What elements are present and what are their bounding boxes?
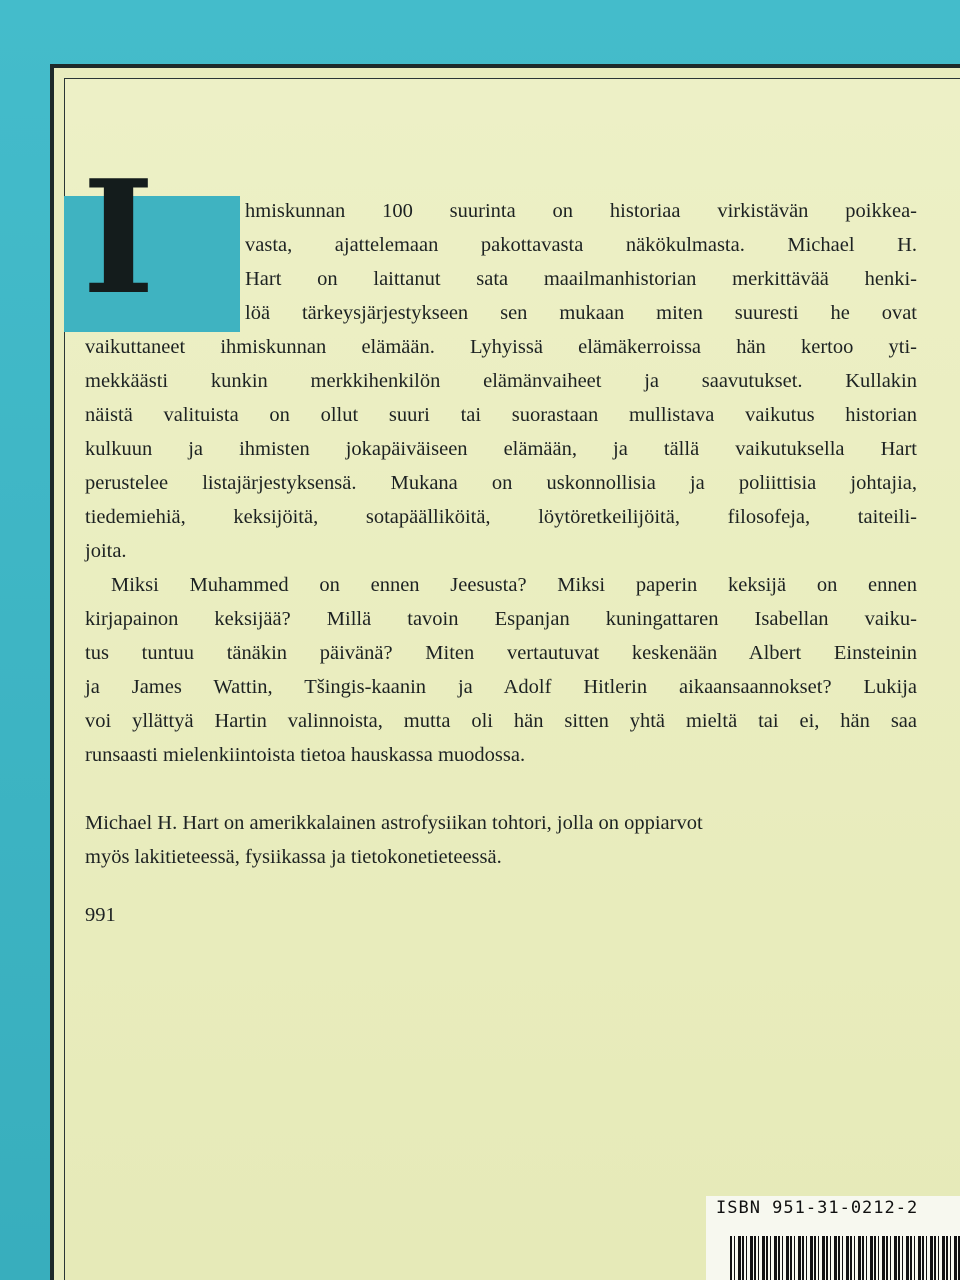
isbn-number: ISBN 951-31-0212-2	[716, 1198, 919, 1218]
text-line: kulkuun ja ihmisten jokapäiväiseen elämään, ja tällä vaikutuksella Hart	[85, 438, 917, 460]
text-line: näistä valituista on ollut suuri tai suorastaan mullistava vaikutus historian	[85, 404, 917, 426]
barcode-icon	[730, 1236, 960, 1280]
text-line: ja James Wattin, Tšingis-kaanin ja Adolf Hitlerin aikaansaannokset? Lukija	[85, 676, 917, 698]
text-line: runsaasti mielenkiintoista tietoa hauskassa muodossa.	[85, 744, 526, 766]
text-line: hmiskunnan 100 suurinta on historiaa virkistävän poikkea-	[245, 200, 917, 222]
catalog-code: 991	[85, 904, 116, 926]
text-line: tus tuntuu tänäkin päivänä? Miten vertautuvat keskenään Albert Einsteinin	[85, 642, 917, 664]
author-bio-line: Michael H. Hart on amerikkalainen astrofysiikan tohtori, jolla on oppiarvot	[85, 812, 703, 834]
text-line: perustelee listajärjestyksensä. Mukana on uskonnollisia ja poliittisia johtajia,	[85, 472, 917, 494]
text-line: tiedemiehiä, keksijöitä, sotapäälliköitä, löytöretkeilijöitä, filosofeja, taiteili-	[85, 506, 917, 528]
text-line: Hart on laittanut sata maailmanhistorian merkittävää henki-	[245, 268, 917, 290]
text-line: joita.	[85, 540, 127, 562]
text-line: löä tärkeysjärjestykseen sen mukaan miten suuresti he ovat	[245, 302, 917, 324]
text-line: mekkäästi kunkin merkkihenkilön elämänvaiheet ja saavutukset. Kullakin	[85, 370, 917, 392]
isbn-block	[706, 1196, 960, 1280]
text-line: vasta, ajattelemaan pakottavasta näkökulmasta. Michael H.	[245, 234, 917, 256]
text-line: kirjapainon keksijää? Millä tavoin Espanjan kuningattaren Isabellan vaiku-	[85, 608, 917, 630]
text-line: Miksi Muhammed on ennen Jeesusta? Miksi paperin keksijä on ennen	[111, 574, 917, 596]
text-line: voi yllättyä Hartin valinnoista, mutta oli hän sitten yhtä mieltä tai ei, hän saa	[85, 710, 917, 732]
author-bio-line: myös lakitieteessä, fysiikassa ja tietokonetieteessä.	[85, 846, 502, 868]
text-line: vaikuttaneet ihmiskunnan elämään. Lyhyissä elämäkerroissa hän kertoo yti-	[85, 336, 917, 358]
